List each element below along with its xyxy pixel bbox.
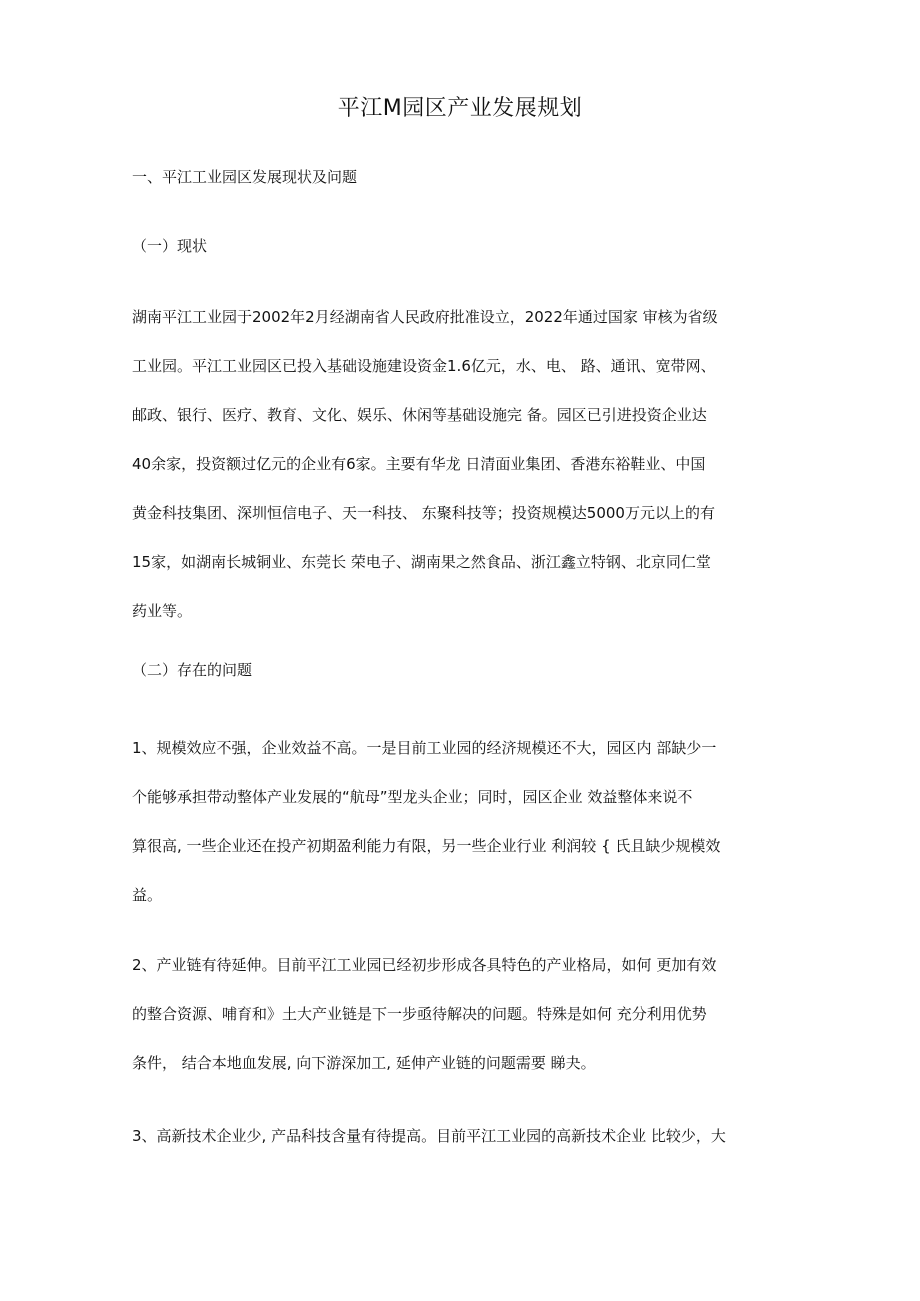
section-heading-1: 一、平江工业园区发展现状及问题 <box>132 168 358 186</box>
paragraph-line: 15家，如湖南长城铜业、东莞长 荣电子、湖南果之然食品、浙江鑫立特钢、北京同仁堂 <box>132 553 711 571</box>
paragraph-line: 1、规模效应不强，企业效益不高。一是目前工业园的经济规模还不大，园区内 部缺少一 <box>132 739 717 757</box>
paragraph-line: 条件， 结合本地血发展, 向下游深加工, 延伸产业链的问题需要 睇夬。 <box>132 1054 596 1072</box>
paragraph-line: 40余家，投资额过亿元的企业有6家。主要有华龙 日清面业集团、香港东裕鞋业、中国 <box>132 455 706 473</box>
subsection-heading-status: （一）现状 <box>132 237 208 255</box>
paragraph-line: 个能够承担带动整体产业发展的“航母”型龙头企业；同时，园区企业 效益整体来说不 <box>132 788 693 806</box>
paragraph-line: 黄金科技集团、深圳恒信电子、天一科技、 东聚科技等；投资规模达5000万元以上的有 <box>132 504 715 522</box>
paragraph-line: 的整合资源、哺育和》土大产业链是下一步亟待解决的问题。特殊是如何 充分利用优势 <box>132 1005 707 1023</box>
subsection-heading-problems: （二）存在的问题 <box>132 661 253 679</box>
paragraph-line: 工业园。平江工业园区已投入基础设施建设资金1.6亿元，水、电、 路、通讯、宽带网、 <box>132 357 716 375</box>
paragraph-line: 药业等。 <box>132 602 193 620</box>
paragraph-line: 算很高, 一些企业还在投产初期盈利能力有限，另一些企业行业 利润较 { 氏且缺少规模效 <box>132 837 721 855</box>
paragraph-line: 3、高新技术企业少, 产品科技含量有待提高。目前平江工业园的高新技术企业 比较少，大 <box>132 1127 726 1145</box>
paragraph-line: 邮政、银行、医疗、教育、文化、娱乐、休闲等基础设施完 备。园区已引进投资企业达 <box>132 406 707 424</box>
document-title: 平江M园区产业发展规划 <box>337 96 583 121</box>
paragraph-line: 益。 <box>132 886 163 904</box>
paragraph-line: 2、产业链有待延伸。目前平江工业园已经初步形成各具特色的产业格局，如何 更加有效 <box>132 956 717 974</box>
paragraph-line: 湖南平江工业园于2002年2月经湖南省人民政府批准设立，2022年通过国家 审核为省级 <box>132 308 718 326</box>
